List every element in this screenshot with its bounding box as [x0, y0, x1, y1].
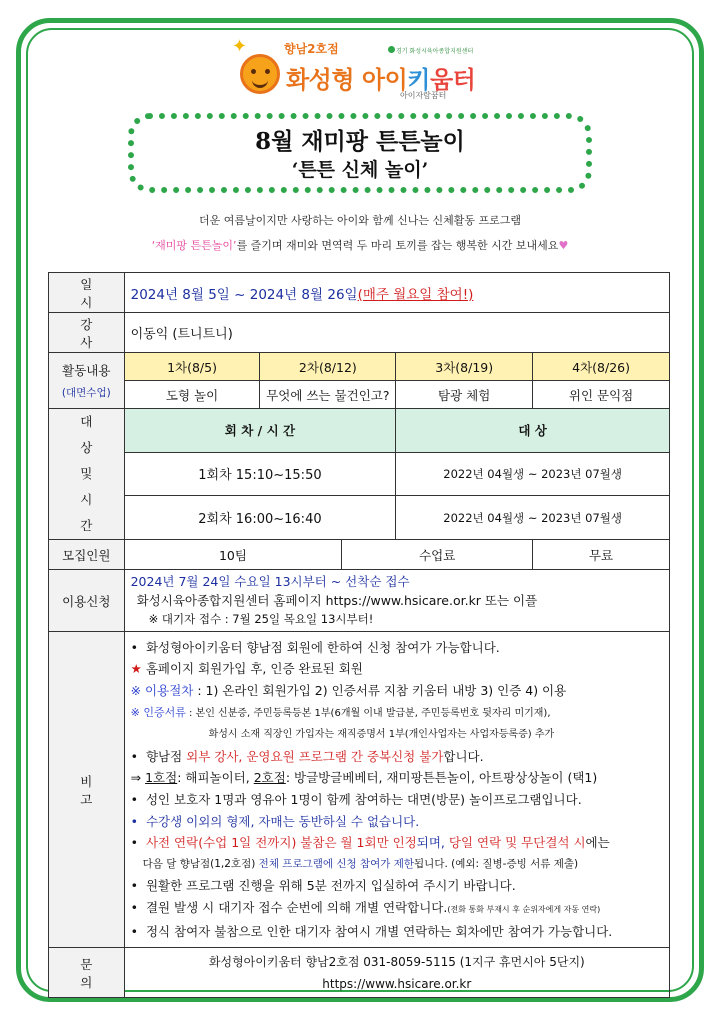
- contact-value: [124, 948, 669, 998]
- session-1-round: 1차(8/5): [124, 353, 260, 381]
- note-11-text: 원활한 프로그램 진행을 위해 5분 전까지 입실하여 주시기 바랍니다.: [145, 878, 516, 894]
- note-4-head: ※ 인증서류: [130, 705, 186, 719]
- intro-line-1: 더운 여름날이지만 사랑하는 아이와 함께 신나는 신체활동 프로그램: [198, 214, 521, 227]
- heart-icon: ♥: [558, 239, 569, 252]
- logo-name-part3: 움터: [429, 66, 476, 94]
- schedule-period: 2024년 8월 5일 ~ 2024년 8월 26일: [130, 286, 358, 303]
- note-11: • 원활한 프로그램 진행을 위해 5분 전까지 입실하여 주시기 바랍니다.: [130, 878, 516, 894]
- page-title: 8월 재미팡 튼튼놀이: [255, 128, 465, 155]
- contact-line-2: https://www.hsicare.or.kr: [322, 976, 472, 991]
- note-2: [131, 658, 663, 680]
- note-10-post: 됩니다. (예외: 질병-증빙 서류 제출): [414, 857, 579, 870]
- session-3-title: 탐광 체험: [396, 381, 533, 409]
- apply-line-2: 화성시육아종합지원센터 홈페이지 https://www.hsicare.or.kr 또는 이플: [136, 593, 538, 608]
- notes-list: [124, 632, 669, 948]
- row-target-1: [49, 452, 670, 496]
- instructor-value: 이동익 (트니트니): [124, 313, 669, 353]
- note-9-mid: 되며,: [416, 835, 449, 851]
- contact-label: 문 의: [49, 948, 125, 998]
- note-7: • 성인 보호자 1명과 영유아 1명이 함께 참여하는 대면(방문) 놀이프로그램입니다.: [130, 792, 582, 807]
- time-2: 2회차 16:00~16:40: [124, 496, 396, 540]
- note-8: • 수강생 이외의 형제, 자매는 동반하실 수 없습니다.: [130, 813, 420, 829]
- logo-name: [286, 60, 475, 95]
- target-label-3: 시 간: [80, 492, 109, 533]
- note-3: [131, 680, 663, 702]
- row-recruit: [49, 540, 670, 570]
- schedule-note: (매주 월요일 참여!): [357, 286, 474, 303]
- fee-value: 무료: [533, 540, 670, 570]
- activities-label: [49, 353, 125, 409]
- session-3-round: 3차(8/19): [396, 353, 533, 381]
- note-13: • 정식 참여자 불참으로 인한 대기자 참여시 개별 연락하는 회차에만 참여가 가능합니다.: [130, 923, 613, 939]
- apply-line-1: 2024년 7월 24일 수요일 13시부터 ~ 선착순 접수: [130, 574, 410, 589]
- note-8-text: 수강생 이외의 형제, 자매는 동반하실 수 없습니다.: [145, 813, 420, 829]
- time-1: 1회차 15:10~15:50: [124, 452, 396, 496]
- intro-highlight: ‘재미팡 튼튼놀이’: [151, 239, 237, 252]
- apply-label: 이용신청: [49, 570, 125, 632]
- activities-sublabel: (대면수업): [61, 387, 111, 399]
- notes-label: 비 고: [49, 632, 125, 948]
- note-4-cont: 화성시 소재 직장인 가입자는 재직증명서 1부(개인사업자는 사업자등록증) 추가: [208, 729, 555, 741]
- target-label-2: 및: [80, 466, 93, 481]
- recruit-value: 10팀: [124, 540, 342, 570]
- note-12: • 결원 발생 시 대기자 접수 순번에 의해 개별 연락합니다.(전화 통화 부재시 후 순위자에게 자동 연락): [130, 899, 601, 915]
- target-1: 2022년 04월생 ~ 2023년 07월생: [396, 452, 670, 496]
- row-schedule: [49, 273, 670, 313]
- instructor-label: 강 사: [49, 313, 125, 353]
- schedule-label: 일 시: [49, 273, 125, 313]
- note-10-blue: 전체 프로그램에 신청 참여가 제한: [258, 857, 415, 870]
- recruit-label: 모집인원: [49, 540, 125, 570]
- note-6: [131, 767, 663, 789]
- row-apply: [49, 570, 670, 632]
- note-6-mid1: : 해피놀이터,: [177, 770, 254, 786]
- row-activity-rounds: [49, 353, 670, 381]
- note-10: [131, 854, 663, 876]
- session-4-round: 4차(8/26): [533, 353, 670, 381]
- note-6-branch2: 2호점: [253, 770, 286, 786]
- target-2: 2022년 04월생 ~ 2023년 07월생: [396, 496, 670, 540]
- note-10-pre: 다음 달 향남점(1,2호점): [142, 857, 259, 870]
- note-3-head: ※ 이용절차: [130, 683, 194, 699]
- row-instructor: [49, 313, 670, 353]
- gov-leaf-icon: [388, 46, 395, 53]
- note-3-body: : 1) 온라인 회원가입 2) 인증서류 지참 키움터 내방 3) 인증 4) 이용: [193, 683, 567, 699]
- contact-line-1: 화성형아이키움터 향남2호점 031-8059-5115 (1지구 휴먼시아 5단지): [208, 954, 585, 969]
- title-box: [128, 113, 592, 193]
- note-7-text: 성인 보호자 1명과 영유아 1명이 함께 참여하는 대면(방문) 놀이프로그램입니다.: [145, 792, 582, 807]
- note-6-branch1: 1호점: [145, 770, 178, 786]
- header-target: 대 상: [396, 409, 670, 453]
- note-4: [131, 702, 663, 725]
- logo-name-part1: 화성형 아이: [286, 66, 408, 94]
- target-label-1: 대 상: [80, 414, 109, 455]
- note-12-text: 결원 발생 시 대기자 접수 순번에 의해 개별 연락합니다.: [145, 899, 448, 915]
- star-bullet-icon: ★: [130, 661, 142, 677]
- note-9-red1: 사전 연락(수업 1일 전까지) 불참은 월 1회만 인정: [145, 835, 417, 851]
- apply-value: [124, 570, 669, 632]
- row-contact: [49, 948, 670, 998]
- row-activity-titles: [49, 381, 670, 409]
- note-9-red2: 당일 연락 및 무단결석 시: [448, 835, 586, 851]
- session-2-title: 무엇에 쓰는 물건인고?: [260, 381, 396, 409]
- note-4-body: : 본인 신분증, 주민등록등본 1부(6개월 이내 발급분, 주민등록번호 뒷자리 미기재),: [185, 707, 551, 719]
- note-9-post: 에는: [585, 835, 610, 851]
- note-1-text: 화성형아이키움터 향남점 회원에 한하여 신청 참여가 가능합니다.: [145, 639, 500, 655]
- apply-line-3: ※ 대기자 접수 : 7월 25일 목요일 13시부터!: [148, 612, 374, 626]
- arrow-icon: ⇒: [130, 770, 142, 786]
- logo-tagline: 아이자람꿈터: [400, 91, 447, 100]
- note-5-pre: 향남점: [145, 748, 187, 764]
- fee-label: 수업료: [342, 540, 533, 570]
- header-time: 회 차 / 시 간: [124, 409, 396, 453]
- smiley-face-icon: [240, 54, 280, 94]
- note-2-text: 홈페이지 회원가입 후, 인증 완료된 회원: [145, 661, 363, 677]
- logo-name-part2: 키: [407, 66, 430, 94]
- schedule-value: [124, 273, 669, 313]
- note-12-small: (전화 통화 부재시 후 순위자에게 자동 연락): [447, 904, 601, 914]
- info-table: [48, 272, 670, 998]
- logo: [230, 38, 490, 108]
- note-5-red: 외부 강사, 운영요원 프로그램 간 중복신청 불가: [186, 748, 444, 764]
- note-1: • 화성형아이키움터 향남점 회원에 한하여 신청 참여가 가능합니다.: [130, 639, 500, 655]
- star-icon: ✦: [232, 36, 248, 57]
- row-target-header: [49, 409, 670, 453]
- note-5-post: 합니다.: [443, 748, 484, 764]
- row-notes: [49, 632, 670, 948]
- note-9: • 사전 연락(수업 1일 전까지) 불참은 월 1회만 인정되며, 당일 연락 및 무단결석 시에는: [130, 835, 610, 851]
- note-13-text: 정식 참여자 불참으로 인한 대기자 참여시 개별 연락하는 회차에만 참여가 가능합니다.: [145, 923, 613, 939]
- target-time-label: [49, 409, 125, 540]
- intro-line-2: [0, 237, 720, 253]
- activities-label-text: 활동내용: [62, 363, 111, 378]
- note-5: • 향남점 외부 강사, 운영요원 프로그램 간 중복신청 불가합니다.: [130, 748, 484, 764]
- note-6-mid2: : 방글방글베베터, 재미팡튼튼놀이, 아트팡상상놀이 (택1): [285, 770, 598, 786]
- page-subtitle: ‘튼튼 신체 놀이’: [291, 159, 429, 181]
- session-2-round: 2차(8/12): [260, 353, 396, 381]
- session-1-title: 도형 놀이: [124, 381, 260, 409]
- row-target-2: [49, 496, 670, 540]
- session-4-title: 위인 문익점: [533, 381, 670, 409]
- intro-rest: 를 즐기며 재미와 면역력 두 마리 토끼를 잡는 행복한 시간 보내세요: [236, 239, 559, 252]
- logo-branch: 향남2호점: [284, 42, 339, 56]
- logo-gov-label: 경기 화성시육아종합지원센터: [396, 48, 474, 55]
